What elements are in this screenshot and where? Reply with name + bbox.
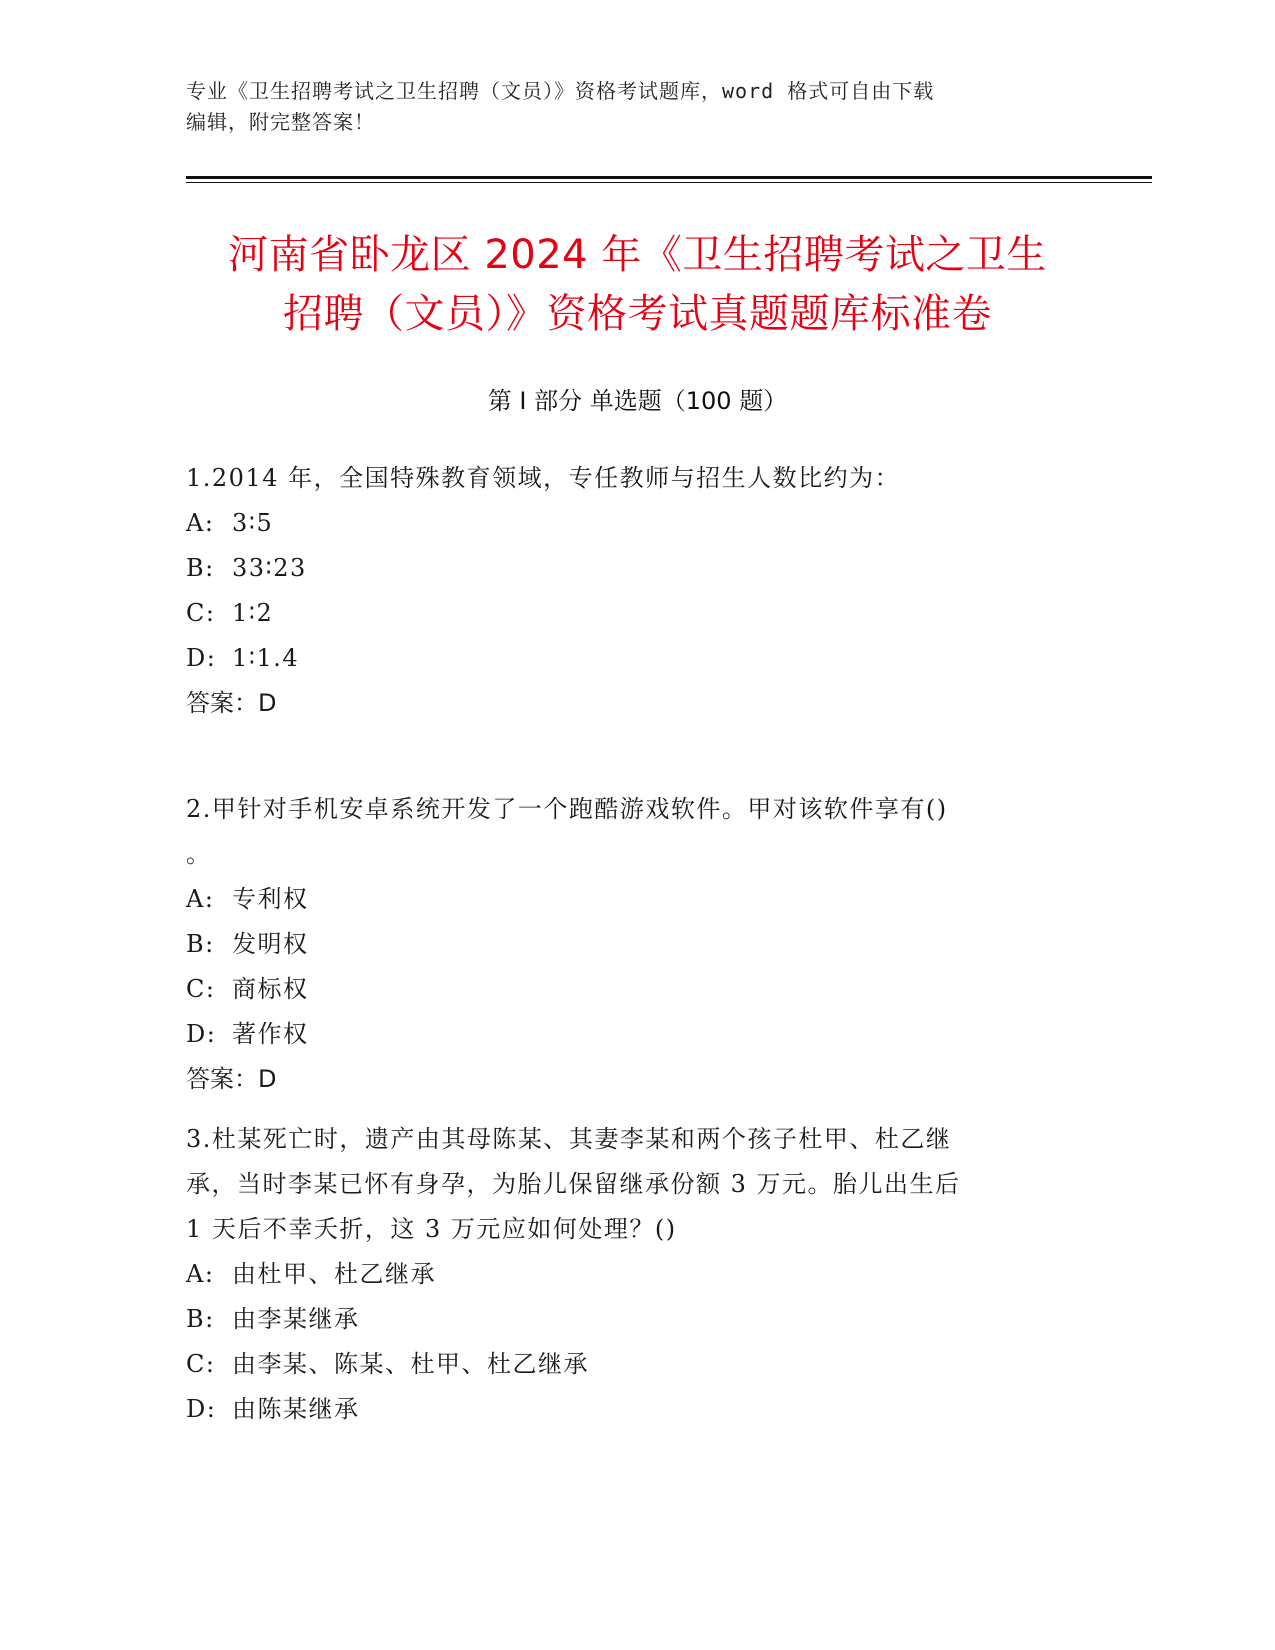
option-key: D: — [186, 1395, 217, 1423]
question-stem-line-1: 2.甲针对手机安卓系统开发了一个跑酷游戏软件。甲对该软件享有() — [186, 795, 948, 823]
option-text: 由李某继承 — [232, 1305, 360, 1333]
question-1 — [186, 456, 1066, 726]
option-key: A: — [186, 509, 215, 537]
option-b — [186, 546, 1066, 591]
header-divider-thin — [186, 182, 1152, 183]
question-2 — [186, 787, 1066, 1102]
option-key: C: — [186, 975, 216, 1003]
question-3 — [186, 1117, 1066, 1432]
option-key: B: — [186, 554, 215, 582]
option-text: 由李某、陈某、杜甲、杜乙继承 — [232, 1350, 589, 1378]
document-title-line-1: 河南省卧龙区 2024 年《卫生招聘考试之卫生 — [228, 232, 1047, 278]
option-text: 商标权 — [232, 975, 309, 1003]
option-b — [186, 1297, 1066, 1342]
question-stem-line-2: 。 — [186, 840, 212, 868]
option-a — [186, 501, 1066, 546]
option-key: C: — [186, 1350, 216, 1378]
header-note-line-1: 专业《卫生招聘考试之卫生招聘（文员）》资格考试题库，word 格式可自由下载 — [186, 79, 935, 103]
question-stem: 1.2014 年，全国特殊教育领域，专任教师与招生人数比约为： — [186, 464, 901, 492]
option-text: 由杜甲、杜乙继承 — [232, 1260, 436, 1288]
answer-label: 答案：D — [186, 689, 277, 717]
option-text: 1∶1.4 — [232, 644, 300, 672]
document-title-line-2: 招聘（文员）》资格考试真题题库标准卷 — [283, 291, 992, 337]
option-c — [186, 1342, 1066, 1387]
section-title: 第 I 部分 单选题（100 题） — [487, 387, 788, 415]
question-stem-line-3: 1 天后不幸夭折，这 3 万元应如何处理？() — [186, 1215, 677, 1243]
question-stem-line-1: 3.杜某死亡时，遗产由其母陈某、其妻李某和两个孩子杜甲、杜乙继 — [186, 1125, 952, 1153]
option-key: C: — [186, 599, 216, 627]
option-key: A: — [186, 1260, 215, 1288]
option-key: B: — [186, 1305, 215, 1333]
header-note-line-2: 编辑，附完整答案！ — [186, 110, 375, 134]
option-key: D: — [186, 644, 217, 672]
option-d — [186, 1012, 1066, 1057]
question-stem-line-2: 承，当时李某已怀有身孕，为胎儿保留继承份额 3 万元。胎儿出生后 — [186, 1170, 961, 1198]
option-key: D: — [186, 1020, 217, 1048]
option-text: 3∶5 — [232, 509, 274, 537]
option-a — [186, 877, 1066, 922]
option-a — [186, 1252, 1066, 1297]
answer-label: 答案：D — [186, 1065, 277, 1093]
option-text: 1∶2 — [232, 599, 274, 627]
option-text: 由陈某继承 — [232, 1395, 360, 1423]
option-d — [186, 636, 1066, 681]
header-divider-thick — [186, 176, 1152, 179]
document-title — [150, 226, 1125, 344]
option-c — [186, 967, 1066, 1012]
option-b — [186, 922, 1066, 967]
option-text: 专利权 — [232, 885, 309, 913]
option-key: B: — [186, 930, 215, 958]
option-text: 著作权 — [232, 1020, 309, 1048]
option-d — [186, 1387, 1066, 1432]
option-c — [186, 591, 1066, 636]
option-text: 33∶23 — [232, 554, 307, 582]
option-text: 发明权 — [232, 930, 309, 958]
header-note — [186, 76, 1086, 138]
option-key: A: — [186, 885, 215, 913]
